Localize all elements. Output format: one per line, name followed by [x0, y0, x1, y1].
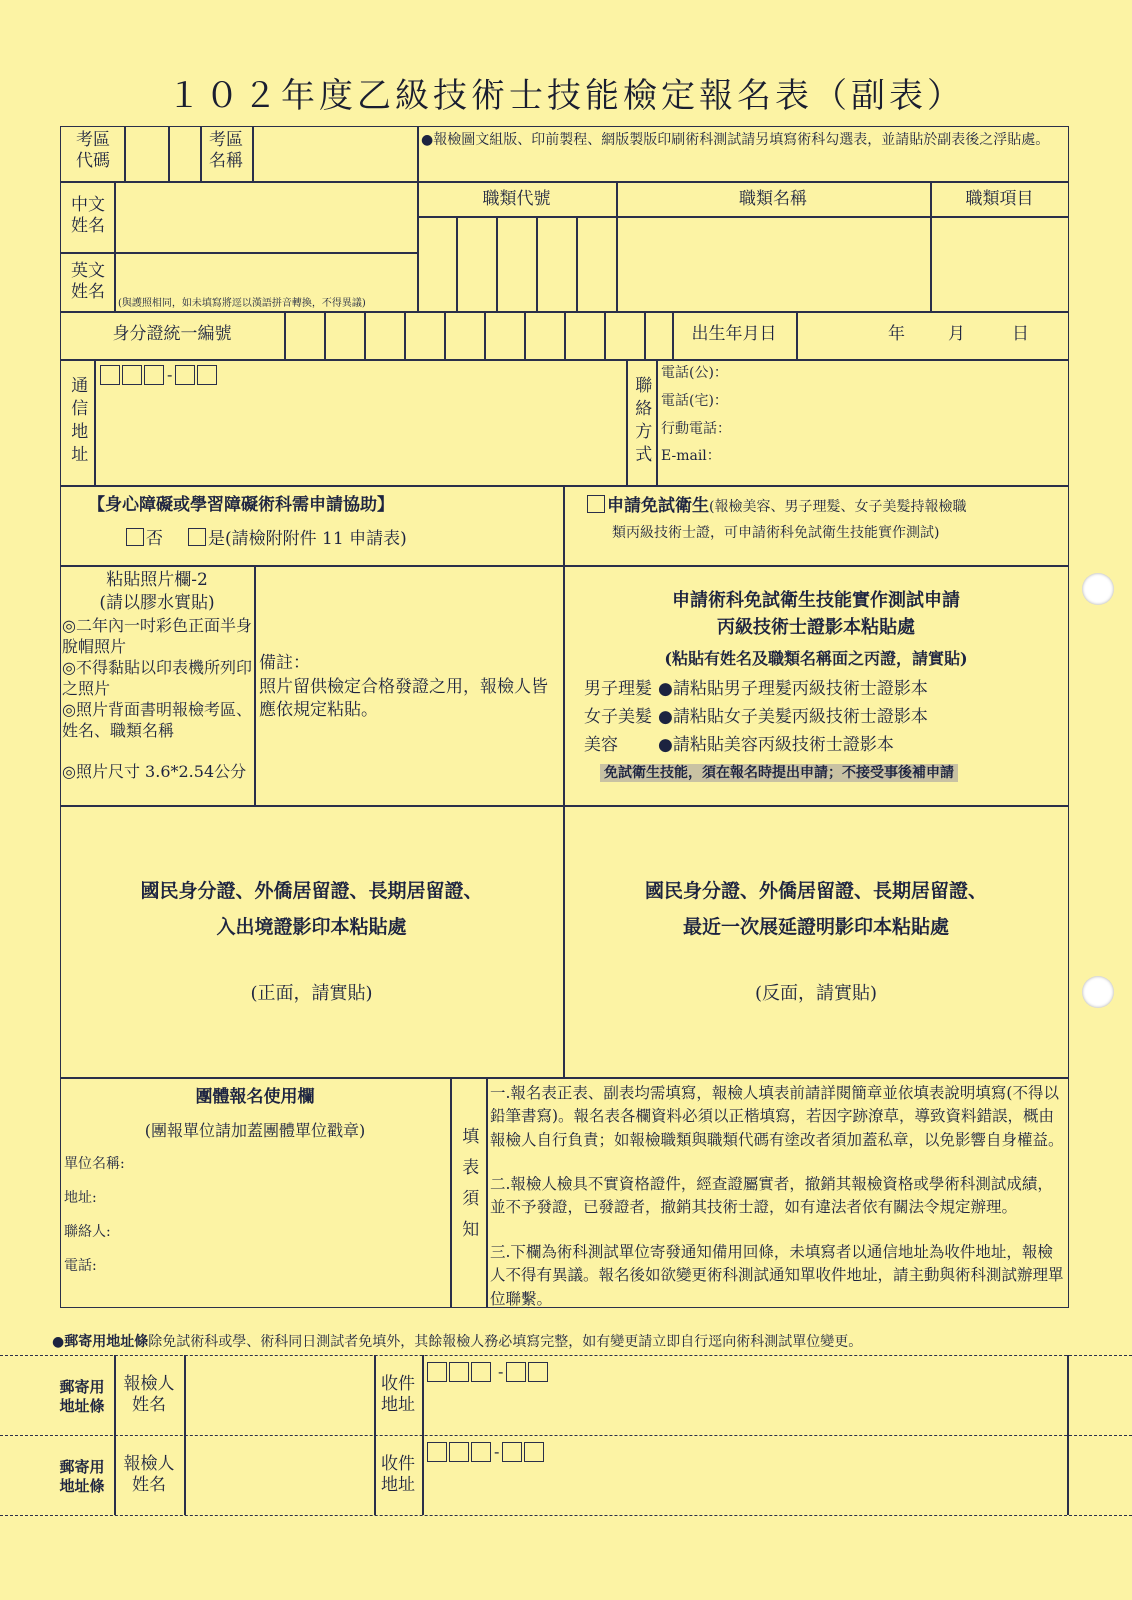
mail-zip-boxes[interactable]: -	[427, 1441, 546, 1462]
photo-title: 粘貼照片欄-2	[106, 570, 208, 590]
mail-addr-label: 收件 地址	[381, 1454, 415, 1496]
hygiene-note-2: 類丙級技術士證，可申請術科免試衛生技能實作測試)	[612, 525, 940, 541]
cert-title-2: 丙級技術士證影本粘貼處	[717, 617, 915, 638]
mail-strip-label: 郵寄用 地址條	[59, 1458, 105, 1495]
english-name-label: 英文 姓名	[71, 261, 105, 303]
photo-rule-2: ◎不得黏貼以印表機所列印之照片	[62, 658, 252, 698]
exam-area-code-cell-2[interactable]	[170, 128, 199, 180]
mail-name-field[interactable]	[186, 1437, 372, 1513]
exam-area-name-field[interactable]	[254, 128, 415, 180]
id-front-line-1: 國民身分證、外僑居留證、長期居留證、	[140, 880, 483, 902]
row1-notice: ●報檢圖文組版、印前製程、網版製版印刷術科測試請另填寫術科勾選表，並請貼於副表後之浮貼處。	[421, 132, 1050, 148]
checkbox-icon[interactable]	[126, 528, 144, 546]
job-item-header: 職類項目	[965, 189, 1034, 209]
contact-label: 聯絡方式	[631, 376, 652, 468]
id-back-side: (反面，請實貼)	[754, 983, 878, 1004]
cert-row-text: ●請粘貼美容丙級技術士證影本	[658, 735, 894, 755]
address-zip-boxes[interactable]: -	[100, 364, 219, 385]
id-front-side: (正面，請實貼)	[250, 983, 373, 1004]
chinese-name-label: 中文 姓名	[71, 195, 105, 237]
birth-month-label: 月	[948, 324, 965, 344]
phone-home-label: 電話(宅)：	[661, 393, 728, 409]
checkbox-icon[interactable]	[188, 528, 206, 546]
mail-notice: ●郵寄用地址條除免試術科或學、術科同日測試者免填外，其餘報檢人務必填寫完整，如有變更請立即自行逕向術科測試單位變更。	[52, 1334, 863, 1350]
english-name-note: (與護照相同，如未填寫將逕以漢語拼音轉換，不得異議)	[118, 298, 366, 309]
phone-office-field[interactable]	[740, 363, 1067, 387]
cert-row-text: ●請粘貼男子理髮丙級技術士證影本	[658, 679, 928, 699]
mobile-field[interactable]	[740, 419, 1067, 443]
photo-rule-4: ◎照片尺寸 3.6*2.54公分	[62, 762, 247, 781]
hygiene-exempt-option[interactable]: 申請免試衛生(報檢美容、男子理髮、女子美髮持報檢職	[587, 495, 966, 517]
job-code-cell-5[interactable]	[578, 218, 615, 310]
exam-area-code-cell-1[interactable]	[126, 128, 167, 180]
instruction-1: 一.報名表正表、副表均需填寫，報檢人填表前請詳閱簡章並依填表說明填寫(不得以鉛筆書寫)。報名表各欄資料必須以正楷填寫，若因字跡潦草，導致資料錯誤，概由報檢人自行負責；如報檢職類與職類代碼有塗改者須加蓋私章，以免影響自身權益。	[490, 1084, 1064, 1149]
address-label: 通信地址	[67, 376, 88, 468]
id-back-line-2: 最近一次展延證明影印本粘貼處	[682, 916, 949, 938]
cert-warning: 免試衛生技能，須在報名時提出申請；不接受事後補申請	[600, 765, 958, 783]
photo-rule-1: ◎二年內一吋彩色正面半身脫帽照片	[62, 616, 252, 656]
photo-rule-3: ◎照片背面書明報檢考區、姓名、職類名稱	[62, 700, 252, 740]
job-code-cell-1[interactable]	[419, 218, 455, 310]
exam-area-name-label: 考區 名稱	[209, 130, 243, 172]
cut-line	[0, 1355, 1132, 1356]
group-addr-label: 地址:	[64, 1190, 97, 1206]
mobile-label: 行動電話：	[661, 421, 731, 437]
mail-name-label: 報檢人 姓名	[123, 1454, 175, 1496]
english-name-field[interactable]	[116, 254, 416, 296]
cert-row-text: ●請粘貼女子美髮丙級技術士證影本	[658, 707, 928, 727]
instruction-3: 三.下欄為術科測試單位寄發通知備用回條，未填寫者以通信地址為收件地址，報檢人不得有異議。報名後如欲變更術科測試通知單收件地址，請主動與術科測試辦理單位聯繫。	[490, 1243, 1064, 1308]
phone-home-field[interactable]	[740, 391, 1067, 415]
cert-title-1: 申請術科免試衛生技能實作測試申請	[672, 590, 960, 611]
exam-area-code-label: 考區 代碼	[76, 130, 110, 172]
cert-row-label: 美容	[584, 735, 618, 755]
punch-hole	[1082, 976, 1114, 1008]
chinese-name-field[interactable]	[116, 183, 416, 251]
id-front-line-2: 入出境證影印本粘貼處	[216, 916, 407, 938]
phone-office-label: 電話(公)：	[661, 365, 728, 381]
cert-sub: (粘貼有姓名及職類名稱面之丙證，請實貼)	[664, 649, 968, 668]
birth-day-label: 日	[1012, 324, 1029, 344]
disability-title: 【身心障礙或學習障礙術科需申請協助】	[88, 495, 394, 515]
mail-name-field[interactable]	[186, 1357, 372, 1433]
photo-remark: 照片留供檢定合格發證之用，報檢人皆應依規定粘貼。	[259, 677, 548, 720]
id-back-line-1: 國民身分證、外僑居留證、長期居留證、	[644, 880, 987, 902]
group-contact-label: 聯絡人:	[64, 1224, 111, 1240]
instruction-2: 二.報檢人檢具不實資格證件，經查證屬實者，撤銷其報檢資格或學術科測試成績，並不予發證，已發證者，撤銷其技術士證，如有違法者依有關法令規定辦理。	[490, 1175, 1053, 1217]
id-back-paste-area[interactable]	[565, 807, 1067, 1075]
group-stamp-area[interactable]	[140, 1150, 446, 1302]
disability-no[interactable]: 否	[126, 528, 163, 550]
instructions-label: 填表須知	[458, 1127, 479, 1251]
birth-year-label: 年	[888, 324, 905, 344]
mail-zip-boxes[interactable]: -	[427, 1361, 550, 1382]
job-code-header: 職類代號	[482, 189, 551, 209]
cut-line	[0, 1435, 1132, 1436]
cert-row-label: 男子理髮	[584, 679, 652, 699]
punch-hole	[1082, 573, 1114, 605]
group-unit-label: 單位名稱:	[64, 1156, 125, 1172]
job-code-cell-3[interactable]	[498, 218, 535, 310]
id-front-paste-area[interactable]	[62, 807, 561, 1075]
mail-addr-field[interactable]	[424, 1464, 1065, 1513]
group-phone-label: 電話:	[64, 1258, 97, 1274]
job-name-field[interactable]	[618, 218, 929, 310]
group-title: 團體報名使用欄	[195, 1087, 315, 1107]
mail-strip-label: 郵寄用 地址條	[59, 1378, 105, 1415]
id-number-label: 身分證統一編號	[112, 324, 232, 344]
job-code-cell-2[interactable]	[458, 218, 495, 310]
photo-sub: (請以膠水實貼)	[99, 593, 215, 613]
checkbox-icon[interactable]	[587, 495, 605, 513]
mail-name-label: 報檢人 姓名	[123, 1374, 175, 1416]
birth-date-label: 出生年月日	[691, 324, 777, 344]
id-number-field[interactable]	[286, 313, 670, 358]
job-item-field[interactable]	[932, 218, 1068, 310]
mail-addr-field[interactable]	[424, 1384, 1065, 1433]
photo-remark-label: 備註：	[259, 653, 310, 673]
disability-yes[interactable]: 是(請檢附附件 11 申請表)	[188, 528, 407, 550]
email-field[interactable]	[740, 446, 1067, 470]
job-name-header: 職類名稱	[739, 189, 807, 209]
mail-addr-label: 收件 地址	[381, 1374, 415, 1416]
cert-row-label: 女子美髮	[584, 707, 652, 727]
email-label: E-mail：	[661, 448, 721, 464]
job-code-cell-4[interactable]	[538, 218, 575, 310]
address-field[interactable]	[96, 388, 624, 483]
photo-paste-area[interactable]	[256, 567, 561, 803]
group-sub: (團報單位請加蓋團體單位戳章)	[144, 1121, 366, 1140]
form-title: １０２年度乙級技術士技能檢定報名表（副表）	[167, 76, 965, 116]
cut-line	[0, 1515, 1132, 1516]
